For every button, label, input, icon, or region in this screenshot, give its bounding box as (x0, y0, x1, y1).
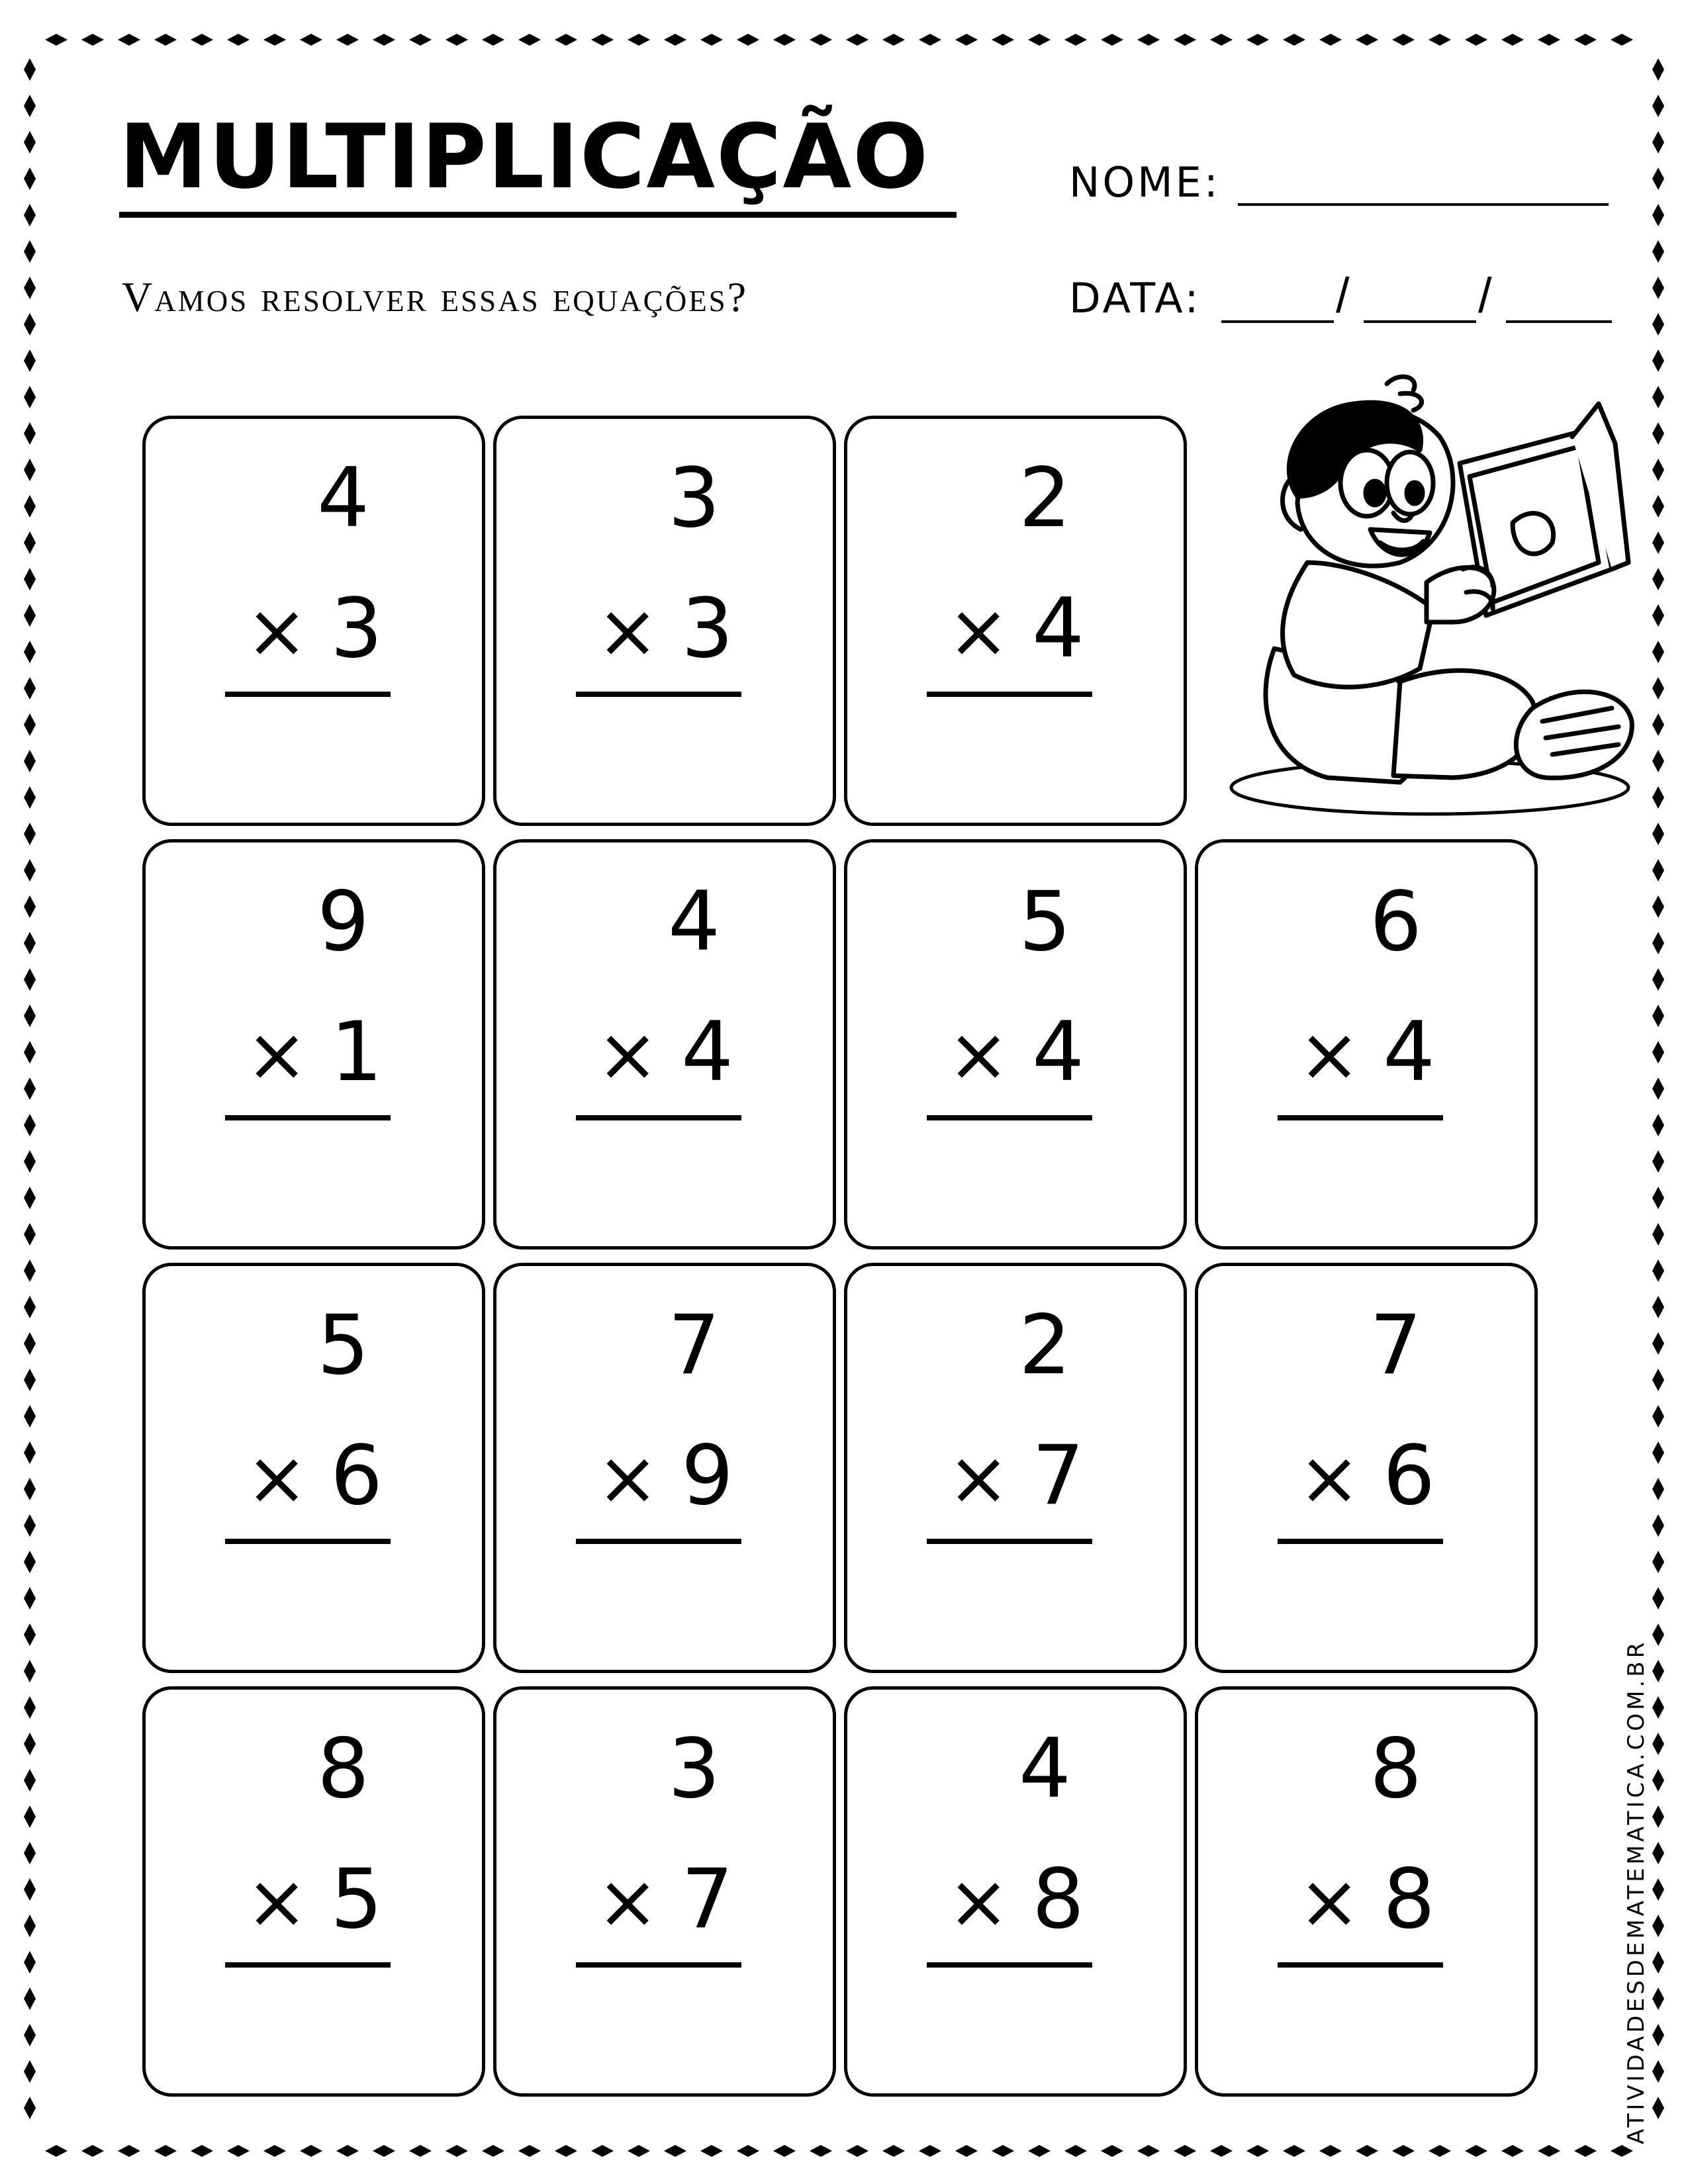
times-sign: × (947, 1435, 1010, 1522)
multiplier: 3 (330, 581, 383, 676)
times-sign: × (596, 1012, 659, 1098)
title-underline (119, 212, 957, 218)
multiplier-row (246, 1005, 383, 1100)
boy-reading-comic-illustration (1201, 364, 1658, 827)
multiplier: 4 (1032, 1005, 1084, 1100)
problem-card (142, 416, 485, 826)
multiplier-row (596, 1852, 733, 1947)
answer-field[interactable] (225, 1962, 391, 1968)
multiplier: 4 (1032, 581, 1084, 676)
times-sign: × (947, 1859, 1010, 1945)
date-month-field[interactable] (1364, 320, 1476, 323)
multiplier-row (947, 1428, 1084, 1524)
times-sign: × (947, 1012, 1010, 1098)
date-day-field[interactable] (1221, 320, 1334, 323)
date-year-field[interactable] (1506, 320, 1612, 323)
multiplier: 4 (681, 1005, 733, 1100)
answer-field[interactable] (576, 1115, 741, 1120)
problem-card (844, 1263, 1187, 1673)
multiplier-row (246, 1428, 383, 1524)
times-sign: × (246, 588, 308, 674)
problem-card (1195, 1263, 1538, 1673)
answer-field[interactable] (927, 692, 1092, 697)
multiplier: 7 (681, 1852, 733, 1947)
multiplier: 8 (1032, 1852, 1084, 1947)
problem-card (493, 1686, 836, 2097)
multiplier: 6 (1383, 1428, 1435, 1524)
multiplier: 7 (1032, 1428, 1084, 1524)
times-sign: × (947, 588, 1010, 674)
worksheet-title: MULTIPLICAÇÃO (119, 105, 930, 208)
date-separator: / (1336, 268, 1350, 323)
worksheet-subtitle: Vamos resolver essas equações? (122, 273, 749, 320)
answer-field[interactable] (225, 1115, 391, 1120)
multiplicand: 5 (317, 1298, 369, 1393)
problem-card (142, 1686, 485, 2097)
multiplier: 6 (330, 1428, 383, 1524)
times-sign: × (596, 588, 659, 674)
multiplicand: 4 (317, 451, 369, 546)
multiplier-row (1298, 1005, 1435, 1100)
answer-field[interactable] (225, 1539, 391, 1544)
problem-card (1195, 1686, 1538, 2097)
answer-field[interactable] (1278, 1539, 1443, 1544)
problem-card (844, 839, 1187, 1250)
multiplicand: 5 (1019, 874, 1071, 970)
multiplier-row (1298, 1428, 1435, 1524)
name-field[interactable] (1238, 203, 1609, 206)
problem-card (844, 416, 1187, 826)
multiplier-row (1298, 1852, 1435, 1947)
multiplicand: 2 (1019, 1298, 1071, 1393)
name-label: NOME: (1069, 158, 1221, 206)
multiplicand: 3 (668, 1721, 720, 1817)
times-sign: × (246, 1012, 308, 1098)
times-sign: × (1298, 1435, 1361, 1522)
multiplier-row (246, 1852, 383, 1947)
problem-card (142, 839, 485, 1250)
multiplier-row (246, 581, 383, 676)
multiplicand: 7 (1370, 1298, 1422, 1393)
multiplier-row (947, 1852, 1084, 1947)
answer-field[interactable] (576, 1962, 741, 1968)
problem-card (142, 1263, 485, 1673)
problem-card (493, 839, 836, 1250)
multiplier: 8 (1383, 1852, 1435, 1947)
date-separator: / (1478, 268, 1492, 323)
multiplicand: 4 (1019, 1721, 1071, 1817)
answer-field[interactable] (1278, 1962, 1443, 1968)
problem-card (493, 416, 836, 826)
answer-field[interactable] (1278, 1115, 1443, 1120)
times-sign: × (1298, 1859, 1361, 1945)
multiplicand: 7 (668, 1298, 720, 1393)
problem-card (493, 1263, 836, 1673)
times-sign: × (246, 1435, 308, 1522)
multiplicand: 8 (1370, 1721, 1422, 1817)
times-sign: × (596, 1859, 659, 1945)
answer-field[interactable] (927, 1539, 1092, 1544)
multiplicand: 2 (1019, 451, 1071, 546)
answer-field[interactable] (576, 1539, 741, 1544)
times-sign: × (246, 1859, 308, 1945)
answer-field[interactable] (927, 1962, 1092, 1968)
times-sign: × (596, 1435, 659, 1522)
multiplier: 4 (1383, 1005, 1435, 1100)
multiplier: 1 (330, 1005, 383, 1100)
multiplicand: 9 (317, 874, 369, 970)
multiplier-row (596, 1005, 733, 1100)
multiplier: 5 (330, 1852, 383, 1947)
answer-field[interactable] (927, 1115, 1092, 1120)
problem-card (844, 1686, 1187, 2097)
answer-field[interactable] (576, 692, 741, 697)
answer-field[interactable] (225, 692, 391, 697)
multiplicand: 8 (317, 1721, 369, 1817)
website-watermark: ATIVIDADESDEMATEMATICA.COM.BR (1623, 1639, 1650, 2144)
multiplier-row (947, 581, 1084, 676)
multiplier-row (596, 581, 733, 676)
times-sign: × (1298, 1012, 1361, 1098)
multiplicand: 6 (1370, 874, 1422, 970)
multiplicand: 4 (668, 874, 720, 970)
multiplier: 9 (681, 1428, 733, 1524)
multiplicand: 3 (668, 451, 720, 546)
date-label: DATA: (1069, 274, 1201, 322)
multiplier-row (596, 1428, 733, 1524)
problem-card (1195, 839, 1538, 1250)
multiplier: 3 (681, 581, 733, 676)
multiplier-row (947, 1005, 1084, 1100)
